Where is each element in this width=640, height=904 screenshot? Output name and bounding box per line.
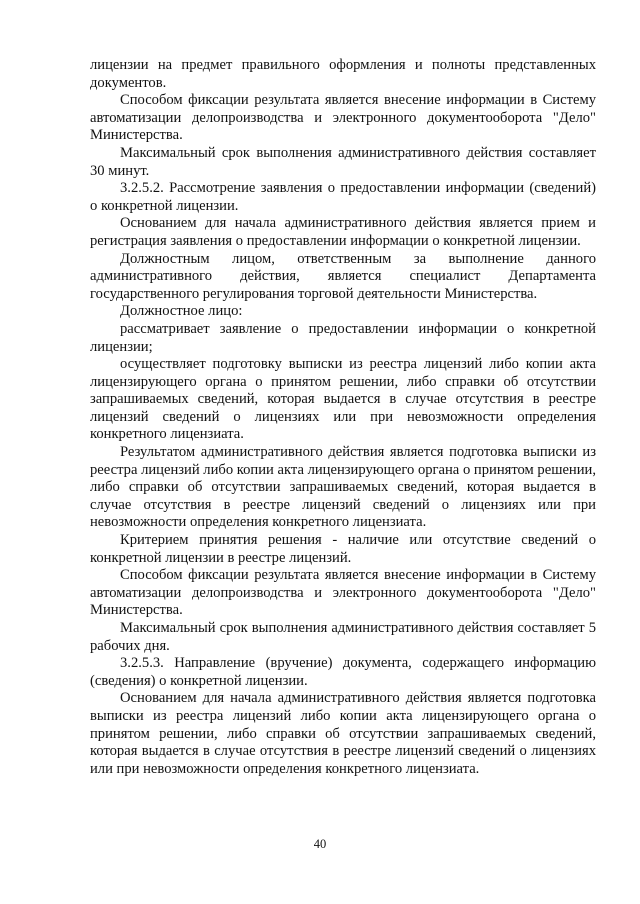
list-item: осуществляет подготовку выписки из реестра лицензий либо копии акта лицензирующего органа о принятом решении, либо справки об отсутствии запрашиваемых сведений, которая выдается в случае отсутствия в реестре лицензий сведений о лицензиях или при невозможности определения конкретного лицензиата. — [90, 356, 596, 443]
paragraph: Способом фиксации результата является внесение информации в Систему автоматизации делопроизводства и электронного документооборота "Дело" Министерства. — [90, 92, 596, 144]
paragraph: Основанием для начала административного действия является подготовка выписки из реестра лицензий либо копии акта лицензирующего органа о принятом решении, либо справки об отсутствии запрашиваемых сведений, которая выдается в случае отсутствия в реестре лицензий сведений о лицензиях или при невозможности определения конкретного лицензиата. — [90, 690, 596, 777]
paragraph: Результатом административного действия является подготовка выписки из реестра лицензий либо копии акта лицензирующего органа о принятом решении, либо справки об отсутствии запрашиваемых сведений, которая выдается в случае отсутствия в реестре лицензий сведений о лицензиях или при невозможности определения конкретного лицензиата. — [90, 444, 596, 531]
paragraph: Должностное лицо: — [120, 303, 243, 320]
paragraph: Критерием принятия решения - наличие или отсутствие сведений о конкретной лицензии в реестре лицензий. — [90, 532, 596, 566]
paragraph: Способом фиксации результата является внесение информации в Систему автоматизации делопроизводства и электронного документооборота "Дело" Министерства. — [90, 567, 596, 619]
paragraph-continuation: лицензии на предмет правильного оформления и полноты представленных документов. — [90, 57, 596, 91]
document-body — [90, 57, 596, 778]
paragraph: Максимальный срок выполнения административного действия составляет 30 минут. — [90, 144, 596, 179]
page-number: 40 — [313, 837, 327, 851]
section-heading: 3.2.5.3. Направление (вручение) документа, содержащего информацию (сведения) о конкретной лицензии. — [90, 655, 596, 689]
section-heading: 3.2.5.2. Рассмотрение заявления о предоставлении информации (сведений) о конкретной лицензии. — [90, 180, 596, 214]
paragraph: Максимальный срок выполнения административного действия составляет 5 рабочих дня. — [90, 620, 596, 654]
paragraph: Должностным лицом, ответственным за выполнение данного административного действия, является специалист Департамента государственного регулирования торговой деятельности Министерства. — [90, 250, 596, 302]
list-item: рассматривает заявление о предоставлении информации о конкретной лицензии; — [90, 320, 596, 355]
paragraph: Основанием для начала административного действия является прием и регистрация заявления о предоставлении информации о конкретной лицензии. — [90, 215, 596, 249]
